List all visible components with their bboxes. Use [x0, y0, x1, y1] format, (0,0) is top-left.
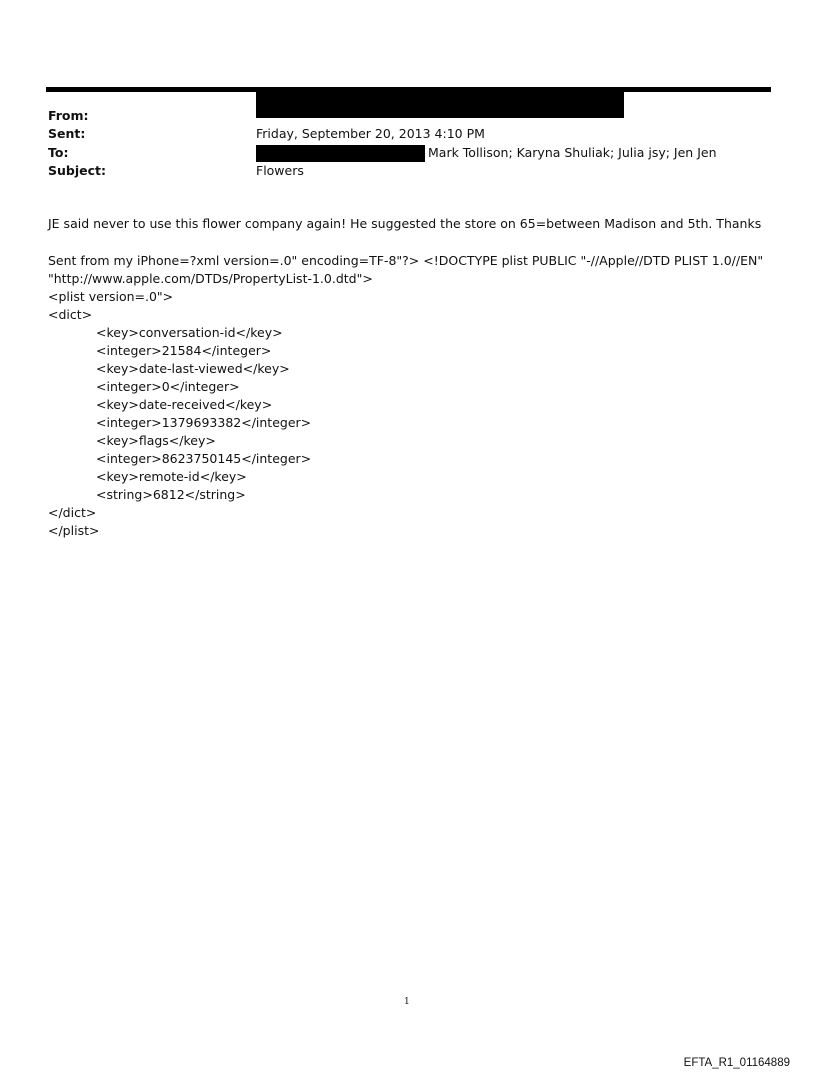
to-label: To: — [48, 145, 69, 160]
dict-line: <key>remote-id</key> — [96, 469, 247, 484]
dict-open: <dict> — [48, 307, 93, 322]
dict-line: <string>6812</string> — [96, 487, 246, 502]
dict-line: <integer>1379693382</integer> — [96, 415, 312, 430]
dict-line: <key>date-received</key> — [96, 397, 273, 412]
dict-line: <integer>0</integer> — [96, 379, 240, 394]
bates-number: EFTA_R1_01164889 — [683, 1057, 790, 1069]
subject-label: Subject: — [48, 163, 106, 178]
dict-line: <integer>21584</integer> — [96, 343, 272, 358]
plist-open: <plist version=.0"> — [48, 289, 174, 304]
from-redaction — [256, 92, 624, 118]
page-number: 1 — [404, 997, 410, 1007]
subject-value: Flowers — [256, 163, 304, 178]
dict-line: <key>flags</key> — [96, 433, 216, 448]
sent-value: Friday, September 20, 2013 4:10 PM — [256, 126, 485, 141]
dict-line: <integer>8623750145</integer> — [96, 451, 312, 466]
dict-line: <key>conversation-id</key> — [96, 325, 283, 340]
message-text: JE said never to use this flower company again! He suggested the store on 65=between Madison and 5th. Thanks — [48, 216, 762, 231]
from-label: From: — [48, 108, 89, 123]
dict-line: <key>date-last-viewed</key> — [96, 361, 290, 376]
signature-line-1: Sent from my iPhone=?xml version=.0" encoding=TF-8"?> <!DOCTYPE plist PUBLIC "-//Apple//DTD PLIST 1.0//EN" — [48, 253, 764, 268]
signature-line-2: "http://www.apple.com/DTDs/PropertyList-1.0.dtd"> — [48, 271, 373, 286]
dict-close: </dict> — [48, 505, 97, 520]
to-value: Mark Tollison; Karyna Shuliak; Julia jsy; Jen Jen — [428, 145, 717, 160]
plist-close: </plist> — [48, 523, 100, 538]
to-redaction — [256, 145, 425, 162]
sent-label: Sent: — [48, 126, 86, 141]
